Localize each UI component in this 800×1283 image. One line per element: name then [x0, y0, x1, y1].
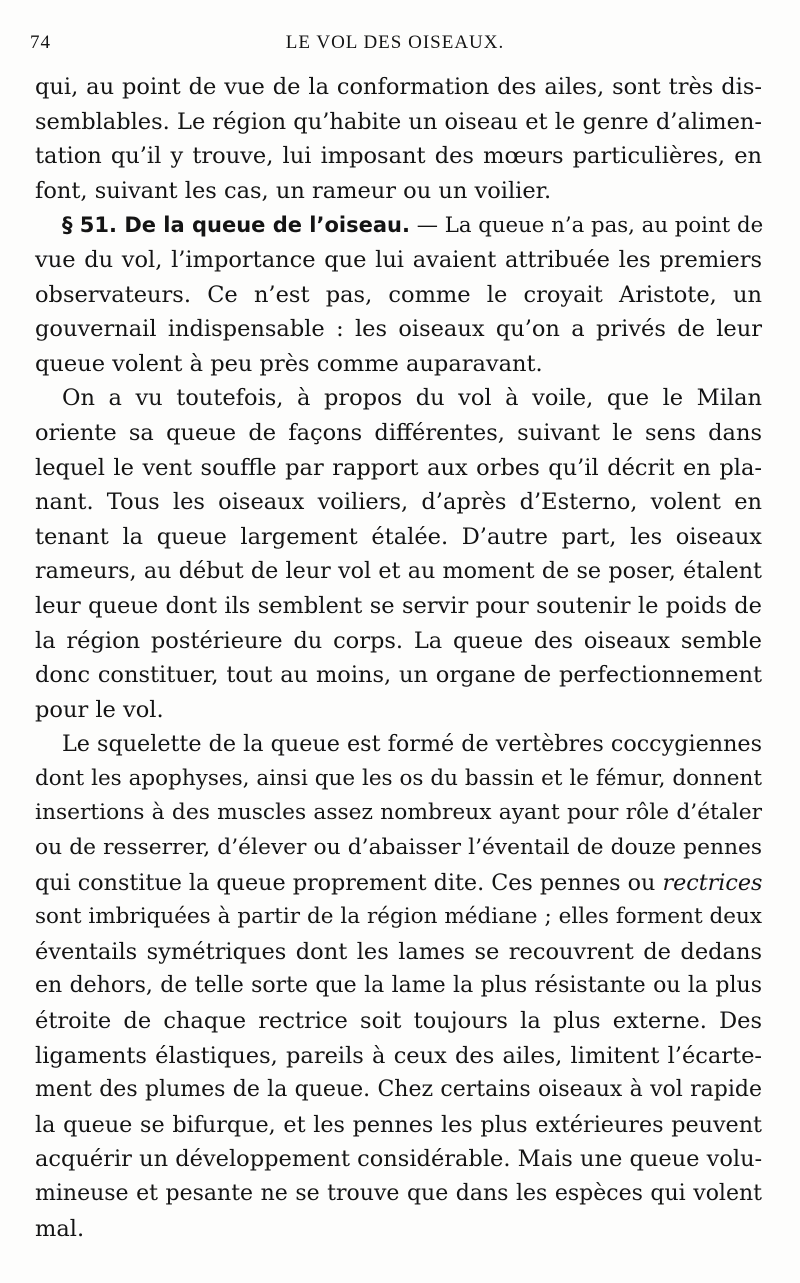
- text-fragment: qui constitue la queue proprement dite. Ces pennes ou: [35, 869, 663, 896]
- text-line: donc constituer, tout au moins, un organe de perfectionnement: [35, 662, 762, 689]
- text-line: queue volent à peu près comme auparavant.: [35, 350, 543, 377]
- text-line: semblables. Le région qu’habite un oiseau et le genre d’alimen-: [35, 108, 762, 135]
- text-line: font, suivant les cas, un rameur ou un voilier.: [35, 177, 552, 204]
- text-line: mal.: [35, 1215, 85, 1242]
- paragraph-4: [35, 727, 762, 1246]
- section-heading-line: [35, 208, 762, 243]
- text-line: On a vu toutefois, à propos du vol à voile, que le Milan: [62, 385, 762, 412]
- text-line: rameurs, au début de leur vol et au moment de se poser, étalent: [35, 558, 762, 585]
- body-text: [35, 70, 762, 1246]
- text-line: la région postérieure du corps. La queue des oiseaux semble: [35, 627, 762, 654]
- page-number: 74: [30, 32, 51, 53]
- text-line: étroite de chaque rectrice soit toujours la plus externe. Des: [35, 1008, 762, 1035]
- text-line: leur queue dont ils semblent se servir pour soutenir le poids de: [35, 592, 762, 619]
- text-line: nant. Tous les oiseaux voiliers, d’après d’Esterno, volent en: [35, 489, 762, 516]
- text-line: [35, 866, 762, 901]
- text-line: ment des plumes de la queue. Chez certains oiseaux à vol rapide: [35, 1077, 762, 1103]
- running-head: [30, 32, 760, 58]
- paragraph-2: [35, 208, 762, 381]
- text-line: observateurs. Ce n’est pas, comme le croyait Aristote, un: [35, 281, 762, 308]
- text-fragment: — La queue n’a pas, au point de: [409, 213, 764, 239]
- text-line: pour le vol.: [35, 696, 164, 723]
- text-line: ou de resserrer, d’élever ou d’abaisser l’éventail de douze pennes: [35, 835, 762, 861]
- text-line: mineuse et pesante ne se trouve que dans les espèces qui volent: [35, 1181, 762, 1206]
- running-title: LE VOL DES OISEAUX.: [285, 32, 505, 53]
- text-line: la queue se bifurque, et les pennes les plus extérieures peuvent: [35, 1111, 762, 1138]
- text-line: lequel le vent souffle par rapport aux orbes qu’il décrit en pla-: [35, 454, 762, 481]
- text-line: Le squelette de la queue est formé de vertèbres coccygiennes: [62, 731, 762, 758]
- paragraph-3: [35, 381, 762, 727]
- section-heading: § 51. De la queue de l’oiseau.: [62, 213, 410, 238]
- text-line: ligaments élastiques, pareils à ceux des ailes, limitent l’écarte-: [35, 1042, 762, 1069]
- text-line: en dehors, de telle sorte que la lame la plus résistante ou la plus: [35, 973, 762, 999]
- text-line: sont imbriquées à partir de la région médiane ; elles forment deux: [35, 904, 762, 930]
- text-line: tenant la queue largement étalée. D’autre part, les oiseaux: [35, 523, 762, 550]
- text-line: gouvernail indispensable : les oiseaux qu’on a privés de leur: [35, 316, 762, 343]
- italic-term: rectrices: [662, 869, 763, 896]
- text-line: éventails symétriques dont les lames se recouvrent de dedans: [35, 938, 762, 965]
- text-line: vue du vol, l’importance que lui avaient attribuée les premiers: [35, 246, 762, 273]
- text-line: dont les apophyses, ainsi que les os du bassin et le fémur, donnent: [35, 765, 762, 791]
- text-line: acquérir un développement considérable. Mais une queue volu-: [35, 1146, 763, 1173]
- text-line: tation qu’il y trouve, lui imposant des mœurs particulières, en: [35, 143, 762, 170]
- text-line: insertions à des muscles assez nombreux ayant pour rôle d’étaler: [35, 800, 762, 826]
- text-line: oriente sa queue de façons différentes, suivant le sens dans: [35, 419, 762, 446]
- paragraph-1: [35, 70, 762, 208]
- text-line: qui, au point de vue de la conformation des ailes, sont très dis-: [35, 74, 762, 100]
